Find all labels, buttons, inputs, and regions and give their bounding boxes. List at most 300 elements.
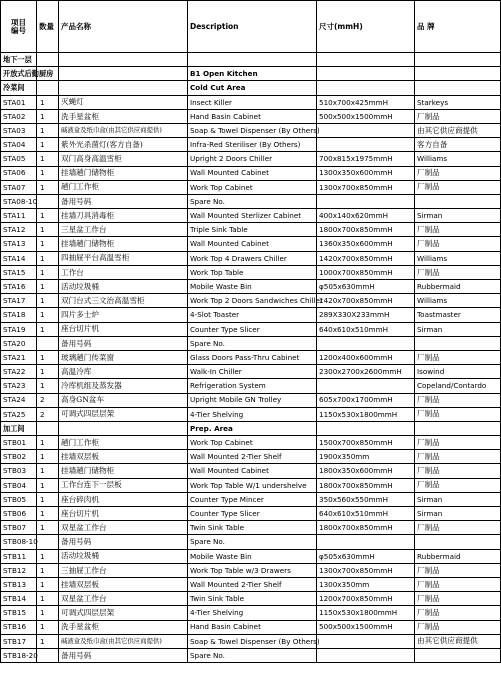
header-size: 尺寸(mmH) [317, 1, 415, 53]
cell-code: STB13 [1, 577, 37, 591]
table-row [1, 209, 501, 223]
table-row [1, 492, 501, 506]
cell-code: STB06 [1, 507, 37, 521]
cell-qty [37, 194, 59, 208]
cell-desc: Triple Sink Table [188, 223, 317, 237]
cell-desc: Spare No. [188, 535, 317, 549]
cell-size: 1800x700x850mmH [317, 521, 415, 535]
cell-name: 紫外光杀菌灯(客方自备) [59, 138, 188, 152]
table-row [1, 393, 501, 407]
cell-code: STA24 [1, 393, 37, 407]
table-body [1, 1, 501, 663]
cell-qty [37, 535, 59, 549]
cell-qty: 1 [37, 464, 59, 478]
cell-name: 冷库机组及蒸发器 [59, 379, 188, 393]
table-row [1, 563, 501, 577]
cell-size: 1300x700x850mmH [317, 180, 415, 194]
table-row [1, 620, 501, 634]
table-row [1, 166, 501, 180]
cell-desc: Work Top Cabinet [188, 436, 317, 450]
cell-name: 备用号码 [59, 535, 188, 549]
table-row [1, 237, 501, 251]
cell-size: 1360x350x600mmH [317, 237, 415, 251]
cell-qty [37, 81, 59, 95]
cell-desc: Twin Sink Table [188, 521, 317, 535]
section-row [1, 81, 501, 95]
table-row [1, 280, 501, 294]
cell-code: STA15 [1, 265, 37, 279]
cell-code: STA13 [1, 237, 37, 251]
table-row [1, 634, 501, 648]
cell-brand: 厂制品 [415, 223, 501, 237]
cell-name: 备用号码 [59, 648, 188, 662]
cell-name: 四抽屉平台高温雪柜 [59, 251, 188, 265]
cell-code: STA03 [1, 123, 37, 137]
cell-name: 备用号码 [59, 194, 188, 208]
cell-size: 1300x350x600mmH [317, 166, 415, 180]
cell-brand [415, 67, 501, 81]
cell-desc: Wall Mounted 2-Tier Shelf [188, 577, 317, 591]
cell-qty: 2 [37, 393, 59, 407]
table-row [1, 95, 501, 109]
cell-qty: 1 [37, 95, 59, 109]
cell-brand: 由其它供应商提供 [415, 123, 501, 137]
cell-qty: 1 [37, 350, 59, 364]
cell-qty: 1 [37, 180, 59, 194]
cell-desc: Walk-In Chiller [188, 365, 317, 379]
cell-qty: 1 [37, 478, 59, 492]
cell-size: 289X330X233mmH [317, 308, 415, 322]
cell-size [317, 336, 415, 350]
cell-name [59, 81, 188, 95]
table-row [1, 223, 501, 237]
table-row [1, 294, 501, 308]
cell-size: 1420x700x850mmH [317, 251, 415, 265]
cell-qty: 1 [37, 492, 59, 506]
cell-brand: 厂制品 [415, 350, 501, 364]
cell-size: 1000x700x850mmH [317, 265, 415, 279]
cell-desc: Glass Doors Pass-Thru Cabinet [188, 350, 317, 364]
cell-brand: Sirman [415, 507, 501, 521]
cell-qty: 1 [37, 322, 59, 336]
cell-qty: 1 [37, 152, 59, 166]
cell-brand: 厂制品 [415, 393, 501, 407]
cell-name: 挂墙刀具消毒柜 [59, 209, 188, 223]
cell-qty: 1 [37, 209, 59, 223]
cell-name: 双星盆工作台 [59, 592, 188, 606]
table-row [1, 521, 501, 535]
cell-brand [415, 421, 501, 435]
cell-desc: Wall Mounted Sterlizer Cabinet [188, 209, 317, 223]
cell-qty: 1 [37, 223, 59, 237]
cell-brand: 厂制品 [415, 464, 501, 478]
cell-name: 双星盆工作台 [59, 521, 188, 535]
table-row [1, 436, 501, 450]
cell-qty: 1 [37, 138, 59, 152]
cell-code: STA22 [1, 365, 37, 379]
cell-code: STB16 [1, 620, 37, 634]
cell-qty: 1 [37, 280, 59, 294]
cell-name: 高温冷库 [59, 365, 188, 379]
cell-size [317, 67, 415, 81]
cell-size: φ505x630mmH [317, 549, 415, 563]
cell-desc: Hand Basin Cabinet [188, 620, 317, 634]
table-row [1, 407, 501, 421]
section-row [1, 67, 501, 81]
cell-code: STA11 [1, 209, 37, 223]
cell-qty: 1 [37, 521, 59, 535]
cell-desc: Refrigeration System [188, 379, 317, 393]
cell-code: STB08-10 [1, 535, 37, 549]
section-row [1, 421, 501, 435]
table-row [1, 577, 501, 591]
cell-desc: Work Top Table W/1 undershelve [188, 478, 317, 492]
header-name: 产品名称 [59, 1, 188, 53]
cell-desc: Spare No. [188, 336, 317, 350]
cell-desc: Mobile Waste Bin [188, 549, 317, 563]
cell-name: 双门台式三文治高温雪柜 [59, 294, 188, 308]
cell-size: 1150x530x1800mmH [317, 407, 415, 421]
cell-desc: Spare No. [188, 648, 317, 662]
cell-brand [415, 194, 501, 208]
table-row [1, 123, 501, 137]
cell-code: STA04 [1, 138, 37, 152]
cell-name: 双门高身高温雪柜 [59, 152, 188, 166]
cell-code: STA19 [1, 322, 37, 336]
cell-code: STB11 [1, 549, 37, 563]
cell-qty [37, 53, 59, 67]
cell-name: 座台切片机 [59, 507, 188, 521]
cell-name: 玻璃趟门传菜窗 [59, 350, 188, 364]
cell-desc: Wall Mounted Cabinet [188, 237, 317, 251]
cell-name: 可调式四层层架 [59, 407, 188, 421]
table-header-row [1, 1, 501, 53]
cell-desc: Soap & Towel Dispenser (By Others) [188, 634, 317, 648]
cell-code: 冷菜间 [1, 81, 37, 95]
cell-size: 1300x350mm [317, 577, 415, 591]
cell-size: 350x560x550mmH [317, 492, 415, 506]
table-row [1, 138, 501, 152]
cell-brand [415, 81, 501, 95]
cell-desc: Counter Type Slicer [188, 322, 317, 336]
cell-size: 1200x700x850mmH [317, 592, 415, 606]
cell-brand: Copeland/Contardo [415, 379, 501, 393]
cell-desc: Wall Mounted Cabinet [188, 166, 317, 180]
cell-brand: 厂制品 [415, 592, 501, 606]
cell-name: 洗手星盆柜 [59, 109, 188, 123]
cell-size: 640x610x510mmH [317, 507, 415, 521]
cell-name: 挂墙趟门储物柜 [59, 237, 188, 251]
cell-name: 三抽屉工作台 [59, 563, 188, 577]
cell-size: 1800x700x850mmH [317, 478, 415, 492]
table-row [1, 648, 501, 662]
table-row [1, 450, 501, 464]
cell-brand: Williams [415, 294, 501, 308]
cell-code: STA07 [1, 180, 37, 194]
cell-brand: 厂制品 [415, 563, 501, 577]
cell-size: 500x500x1500mmH [317, 620, 415, 634]
cell-name: 洗手星盆柜 [59, 620, 188, 634]
table-row [1, 350, 501, 364]
cell-code: 地下一层 [1, 53, 37, 67]
cell-desc: Work Top Table [188, 265, 317, 279]
cell-code: STB15 [1, 606, 37, 620]
cell-code: STB05 [1, 492, 37, 506]
table-row [1, 379, 501, 393]
cell-name: 四片多士炉 [59, 308, 188, 322]
cell-desc: Hand Basin Cabinet [188, 109, 317, 123]
cell-code: STA18 [1, 308, 37, 322]
cell-desc: Insect Killer [188, 95, 317, 109]
cell-desc: Prep. Area [188, 421, 317, 435]
header-qty: 数量 [37, 1, 59, 53]
cell-desc: Infra-Red Steriliser (By Others) [188, 138, 317, 152]
cell-desc: Upright Mobile GN Trolley [188, 393, 317, 407]
header-code: 项目 编号 [1, 1, 37, 53]
cell-brand: 由其它供应商提供 [415, 634, 501, 648]
cell-desc: Mobile Waste Bin [188, 280, 317, 294]
cell-desc: Cold Cut Area [188, 81, 317, 95]
cell-name: 灭蝇灯 [59, 95, 188, 109]
cell-brand: 厂制品 [415, 407, 501, 421]
cell-code: STA12 [1, 223, 37, 237]
cell-size: 1420x700x850mmH [317, 294, 415, 308]
cell-desc: 4-Tier Shelving [188, 407, 317, 421]
cell-size: 640x610x510mmH [317, 322, 415, 336]
cell-code: STA02 [1, 109, 37, 123]
table-row [1, 152, 501, 166]
cell-qty: 1 [37, 365, 59, 379]
cell-size: 1300x700x850mmH [317, 563, 415, 577]
cell-code: STA08-10 [1, 194, 37, 208]
cell-code: STB12 [1, 563, 37, 577]
cell-brand: Sirman [415, 492, 501, 506]
cell-desc: Spare No. [188, 194, 317, 208]
cell-code: STA14 [1, 251, 37, 265]
cell-qty: 1 [37, 251, 59, 265]
cell-qty: 1 [37, 379, 59, 393]
cell-name [59, 421, 188, 435]
table-row [1, 265, 501, 279]
cell-size: 1900x350mm [317, 450, 415, 464]
cell-name: 挂墙双层板 [59, 450, 188, 464]
cell-brand: 厂制品 [415, 478, 501, 492]
cell-name: 趟门工作柜 [59, 180, 188, 194]
cell-name: 碱液盒及纸巾盒(由其它供应商提供) [59, 123, 188, 137]
cell-size: 605x700x1700mmH [317, 393, 415, 407]
cell-qty [37, 336, 59, 350]
table-row [1, 478, 501, 492]
cell-desc: Work Top 2 Doors Sandwiches Chiller [188, 294, 317, 308]
cell-code: STA21 [1, 350, 37, 364]
table-row [1, 308, 501, 322]
cell-code: STA16 [1, 280, 37, 294]
cell-brand [415, 336, 501, 350]
cell-qty [37, 648, 59, 662]
cell-code: STA25 [1, 407, 37, 421]
cell-qty: 1 [37, 436, 59, 450]
table-row [1, 365, 501, 379]
table-row [1, 109, 501, 123]
cell-size [317, 648, 415, 662]
cell-brand: 客方自备 [415, 138, 501, 152]
table-row [1, 606, 501, 620]
cell-qty: 1 [37, 606, 59, 620]
cell-qty: 1 [37, 294, 59, 308]
table-row [1, 251, 501, 265]
cell-qty: 1 [37, 308, 59, 322]
table-row [1, 336, 501, 350]
cell-desc [188, 53, 317, 67]
cell-name: 可调式四层层架 [59, 606, 188, 620]
cell-qty: 1 [37, 634, 59, 648]
cell-size: 1150x530x1800mmH [317, 606, 415, 620]
cell-size [317, 634, 415, 648]
cell-name: 挂墙趟门储物柜 [59, 464, 188, 478]
cell-size: φ505x630mmH [317, 280, 415, 294]
cell-brand: 厂制品 [415, 577, 501, 591]
cell-size: 1200x400x600mmH [317, 350, 415, 364]
header-description: Description [188, 1, 317, 53]
cell-qty: 1 [37, 450, 59, 464]
cell-name: 趟门工作柜 [59, 436, 188, 450]
cell-size: 1800x350x600mmH [317, 464, 415, 478]
cell-name: 座台碎肉机 [59, 492, 188, 506]
cell-qty: 1 [37, 109, 59, 123]
cell-qty: 1 [37, 237, 59, 251]
cell-name: 挂墙双层板 [59, 577, 188, 591]
cell-desc: B1 Open Kitchen [188, 67, 317, 81]
cell-qty: 1 [37, 592, 59, 606]
cell-desc: 4-Tier Shelving [188, 606, 317, 620]
cell-brand: Toastmaster [415, 308, 501, 322]
cell-brand: 厂制品 [415, 265, 501, 279]
cell-code: 加工间 [1, 421, 37, 435]
cell-brand: 厂制品 [415, 237, 501, 251]
cell-size [317, 535, 415, 549]
cell-qty: 2 [37, 407, 59, 421]
cell-size: 400x140x620mmH [317, 209, 415, 223]
cell-brand: Rubbermaid [415, 280, 501, 294]
cell-qty: 1 [37, 507, 59, 521]
cell-code: STA23 [1, 379, 37, 393]
cell-desc: Work Top Cabinet [188, 180, 317, 194]
cell-size: 1500x700x850mmH [317, 436, 415, 450]
cell-desc: Wall Mounted 2-Tier Shelf [188, 450, 317, 464]
cell-brand: Isowind [415, 365, 501, 379]
cell-name [59, 53, 188, 67]
cell-desc: Wall Mounted Cabinet [188, 464, 317, 478]
cell-brand: 厂制品 [415, 521, 501, 535]
table-row [1, 592, 501, 606]
cell-qty: 1 [37, 265, 59, 279]
cell-size [317, 194, 415, 208]
cell-brand: Sirman [415, 209, 501, 223]
cell-code: STB14 [1, 592, 37, 606]
cell-desc: 4-Slot Toaster [188, 308, 317, 322]
cell-code: STA06 [1, 166, 37, 180]
cell-size [317, 421, 415, 435]
cell-brand: Sirman [415, 322, 501, 336]
cell-size: 1800x700x850mmH [317, 223, 415, 237]
cell-qty: 1 [37, 166, 59, 180]
cell-desc: Counter Type Mincer [188, 492, 317, 506]
cell-brand: 厂制品 [415, 436, 501, 450]
cell-code: STA17 [1, 294, 37, 308]
cell-brand: Rubbermaid [415, 549, 501, 563]
table-row [1, 535, 501, 549]
cell-name: 工作台连下一层板 [59, 478, 188, 492]
cell-code: STB07 [1, 521, 37, 535]
cell-size: 510x700x425mmH [317, 95, 415, 109]
cell-brand: Williams [415, 152, 501, 166]
cell-size [317, 123, 415, 137]
cell-size [317, 138, 415, 152]
cell-desc: Counter Type Slicer [188, 507, 317, 521]
table-row [1, 322, 501, 336]
header-brand: 品 牌 [415, 1, 501, 53]
cell-brand [415, 648, 501, 662]
cell-code: STA20 [1, 336, 37, 350]
cell-qty: 1 [37, 577, 59, 591]
cell-qty: 1 [37, 549, 59, 563]
table-row [1, 507, 501, 521]
cell-brand: Williams [415, 251, 501, 265]
cell-code: STB03 [1, 464, 37, 478]
cell-code: STB01 [1, 436, 37, 450]
cell-desc: Work Top Table w/3 Drawers [188, 563, 317, 577]
cell-brand [415, 53, 501, 67]
cell-desc: Twin Sink Table [188, 592, 317, 606]
cell-brand: 厂制品 [415, 620, 501, 634]
cell-code: STB17 [1, 634, 37, 648]
cell-name: 活动垃圾桶 [59, 280, 188, 294]
table-row [1, 464, 501, 478]
section-row [1, 53, 501, 67]
cell-name: 工作台 [59, 265, 188, 279]
cell-name: 座台切片机 [59, 322, 188, 336]
cell-code: 开放式后勤厨房 [1, 67, 37, 81]
cell-name: 备用号码 [59, 336, 188, 350]
cell-brand: 厂制品 [415, 180, 501, 194]
cell-size: 2300x2700x2600mmH [317, 365, 415, 379]
cell-brand: 厂制品 [415, 606, 501, 620]
cell-brand: Starkeys [415, 95, 501, 109]
table-row [1, 194, 501, 208]
table-row [1, 549, 501, 563]
cell-qty: 1 [37, 563, 59, 577]
cell-brand: 厂制品 [415, 166, 501, 180]
cell-desc: Soap & Towel Dispenser (By Others) [188, 123, 317, 137]
cell-brand [415, 535, 501, 549]
cell-desc: Work Top 4 Drawers Chiller [188, 251, 317, 265]
cell-code: STA05 [1, 152, 37, 166]
cell-code: STB04 [1, 478, 37, 492]
cell-name: 活动垃圾桶 [59, 549, 188, 563]
cell-name: 三星盆工作台 [59, 223, 188, 237]
cell-name [59, 67, 188, 81]
cell-code: STB18-20 [1, 648, 37, 662]
cell-name: 挂墙趟门储物柜 [59, 166, 188, 180]
cell-code: STB02 [1, 450, 37, 464]
cell-code: STA01 [1, 95, 37, 109]
cell-name: 碱液盒及纸巾盒(由其它供应商提供) [59, 634, 188, 648]
cell-brand: 厂制品 [415, 109, 501, 123]
cell-qty: 1 [37, 620, 59, 634]
cell-size [317, 81, 415, 95]
cell-qty [37, 421, 59, 435]
cell-qty: 1 [37, 123, 59, 137]
